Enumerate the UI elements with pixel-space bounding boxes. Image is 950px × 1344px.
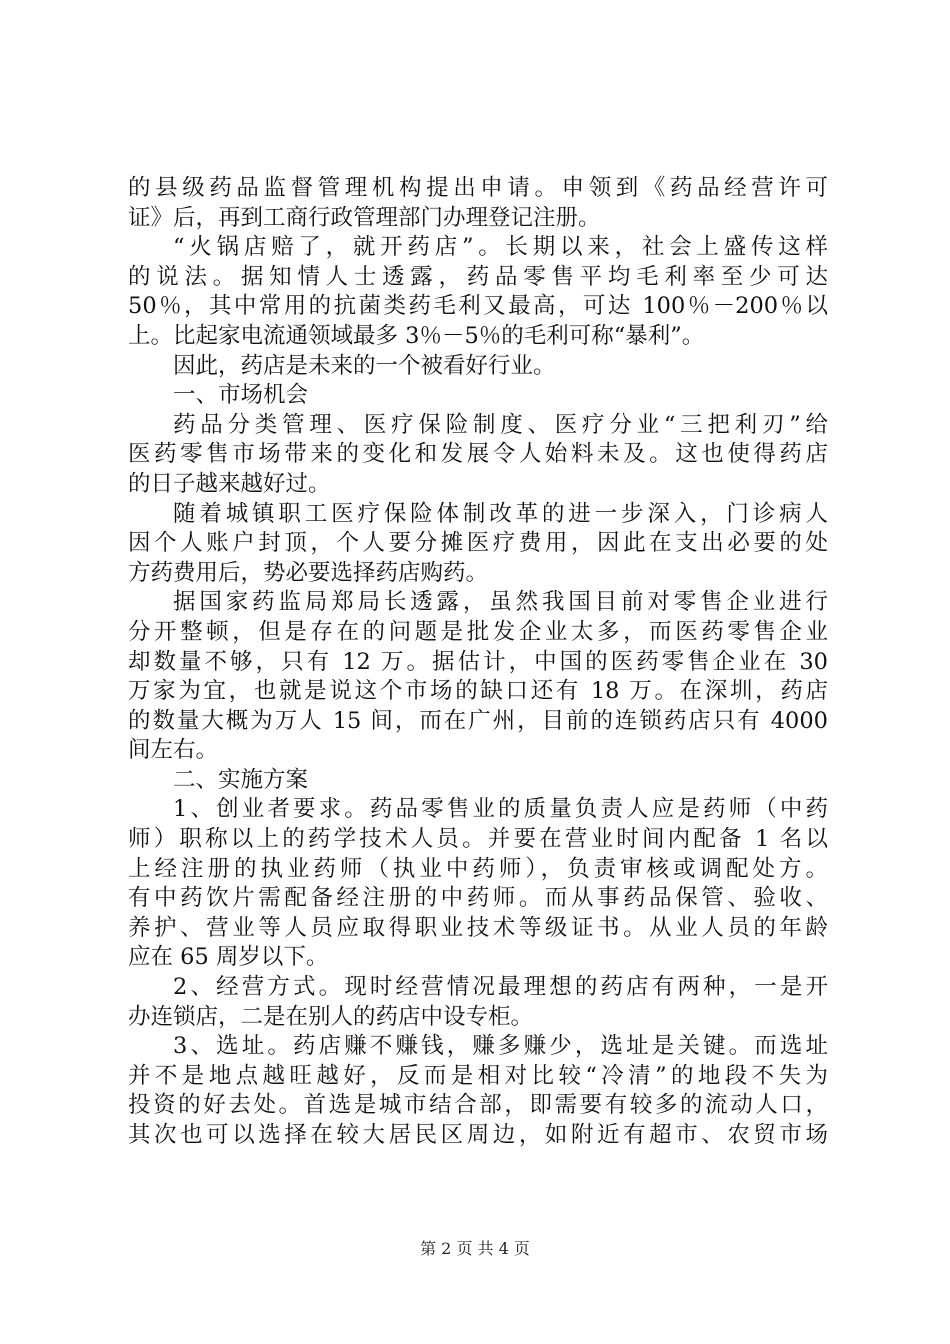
text-line: 的县级药品监督管理机构提出申请。申领到《药品经营许可	[128, 175, 828, 201]
text-line: 3、选址。药店赚不赚钱，赚多赚少，选址是关键。而选址	[173, 1033, 828, 1060]
text-line: 据国家药监局郑局长透露，虽然我国目前对零售企业进行	[173, 589, 828, 616]
text-line: 分开整顿，但是存在的问题是批发企业太多，而医药零售企业	[128, 618, 828, 645]
text-line: 上经注册的执业药师（执业中药师），负责审核或调配处方。	[128, 855, 828, 882]
text-line: 有中药饮片需配备经注册的中药师。而从事药品保管、验收、	[128, 885, 828, 912]
document-body	[128, 174, 828, 1151]
text-line: 因个人账户封顶，个人要分摊医疗费用，因此在支出必要的处	[128, 530, 828, 557]
text-line: 1、创业者要求。药品零售业的质量负责人应是药师（中药	[173, 796, 828, 823]
text-line: 师）职称以上的药学技术人员。并要在营业时间内配备 1 名以	[128, 826, 828, 853]
text-line: “火锅店赔了，就开药店”。长期以来，社会上盛传这样	[173, 234, 828, 261]
text-line: 的数量大概为万人 15 间，而在广州，目前的连锁药店只有 4000	[128, 707, 828, 734]
text-line: 的说法。据知情人士透露，药品零售平均毛利率至少可达	[128, 263, 828, 290]
text-line: 医药零售市场带来的变化和发展令人始料未及。这也使得药店	[128, 441, 828, 468]
text-line: 50％，其中常用的抗菌类药毛利又最高，可达 100％－200％以	[128, 293, 828, 320]
text-line: 随着城镇职工医疗保险体制改革的进一步深入，门诊病人	[173, 500, 828, 527]
text-line: 2、经营方式。现时经营情况最理想的药店有两种，一是开	[173, 974, 828, 1001]
text-line: 万家为宜，也就是说这个市场的缺口还有 18 万。在深圳，药店	[128, 678, 828, 705]
text-line: 一、市场机会	[173, 382, 309, 409]
text-line: 养护、营业等人员应取得职业技术等级证书。从业人员的年龄	[128, 914, 828, 941]
text-line: 办连锁店，二是在别人的药店中设专柜。	[128, 1003, 534, 1030]
text-line: 应在 65 周岁以下。	[128, 944, 329, 971]
text-line: 证》后，再到工商行政管理部门办理登记注册。	[128, 204, 601, 231]
text-line: 间左右。	[128, 737, 219, 764]
text-line: 其次也可以选择在较大居民区周边，如附近有超市、农贸市场	[128, 1122, 828, 1148]
text-line: 投资的好去处。首选是城市结合部，即需要有较多的流动人口，	[128, 1092, 828, 1119]
text-line: 方药费用后，势必要选择药店购药。	[128, 559, 489, 586]
text-line: 因此，药店是未来的一个被看好行业。	[173, 352, 556, 379]
text-line: 的日子越来越好过。	[128, 470, 331, 497]
text-line: 却数量不够，只有 12 万。据估计，中国的医药零售企业在 30	[128, 648, 828, 675]
page-footer: 第 2 页 共 4 页	[420, 1239, 530, 1258]
text-line: 并不是地点越旺越好，反而是相对比较“冷清”的地段不失为	[128, 1062, 828, 1089]
text-line: 药品分类管理、医疗保险制度、医疗分业“三把利刃”给	[173, 411, 828, 438]
text-line: 二、实施方案	[173, 766, 309, 793]
text-line: 上。比起家电流通领域最多 3％－5％的毛利可称“暴利”。	[128, 322, 705, 349]
